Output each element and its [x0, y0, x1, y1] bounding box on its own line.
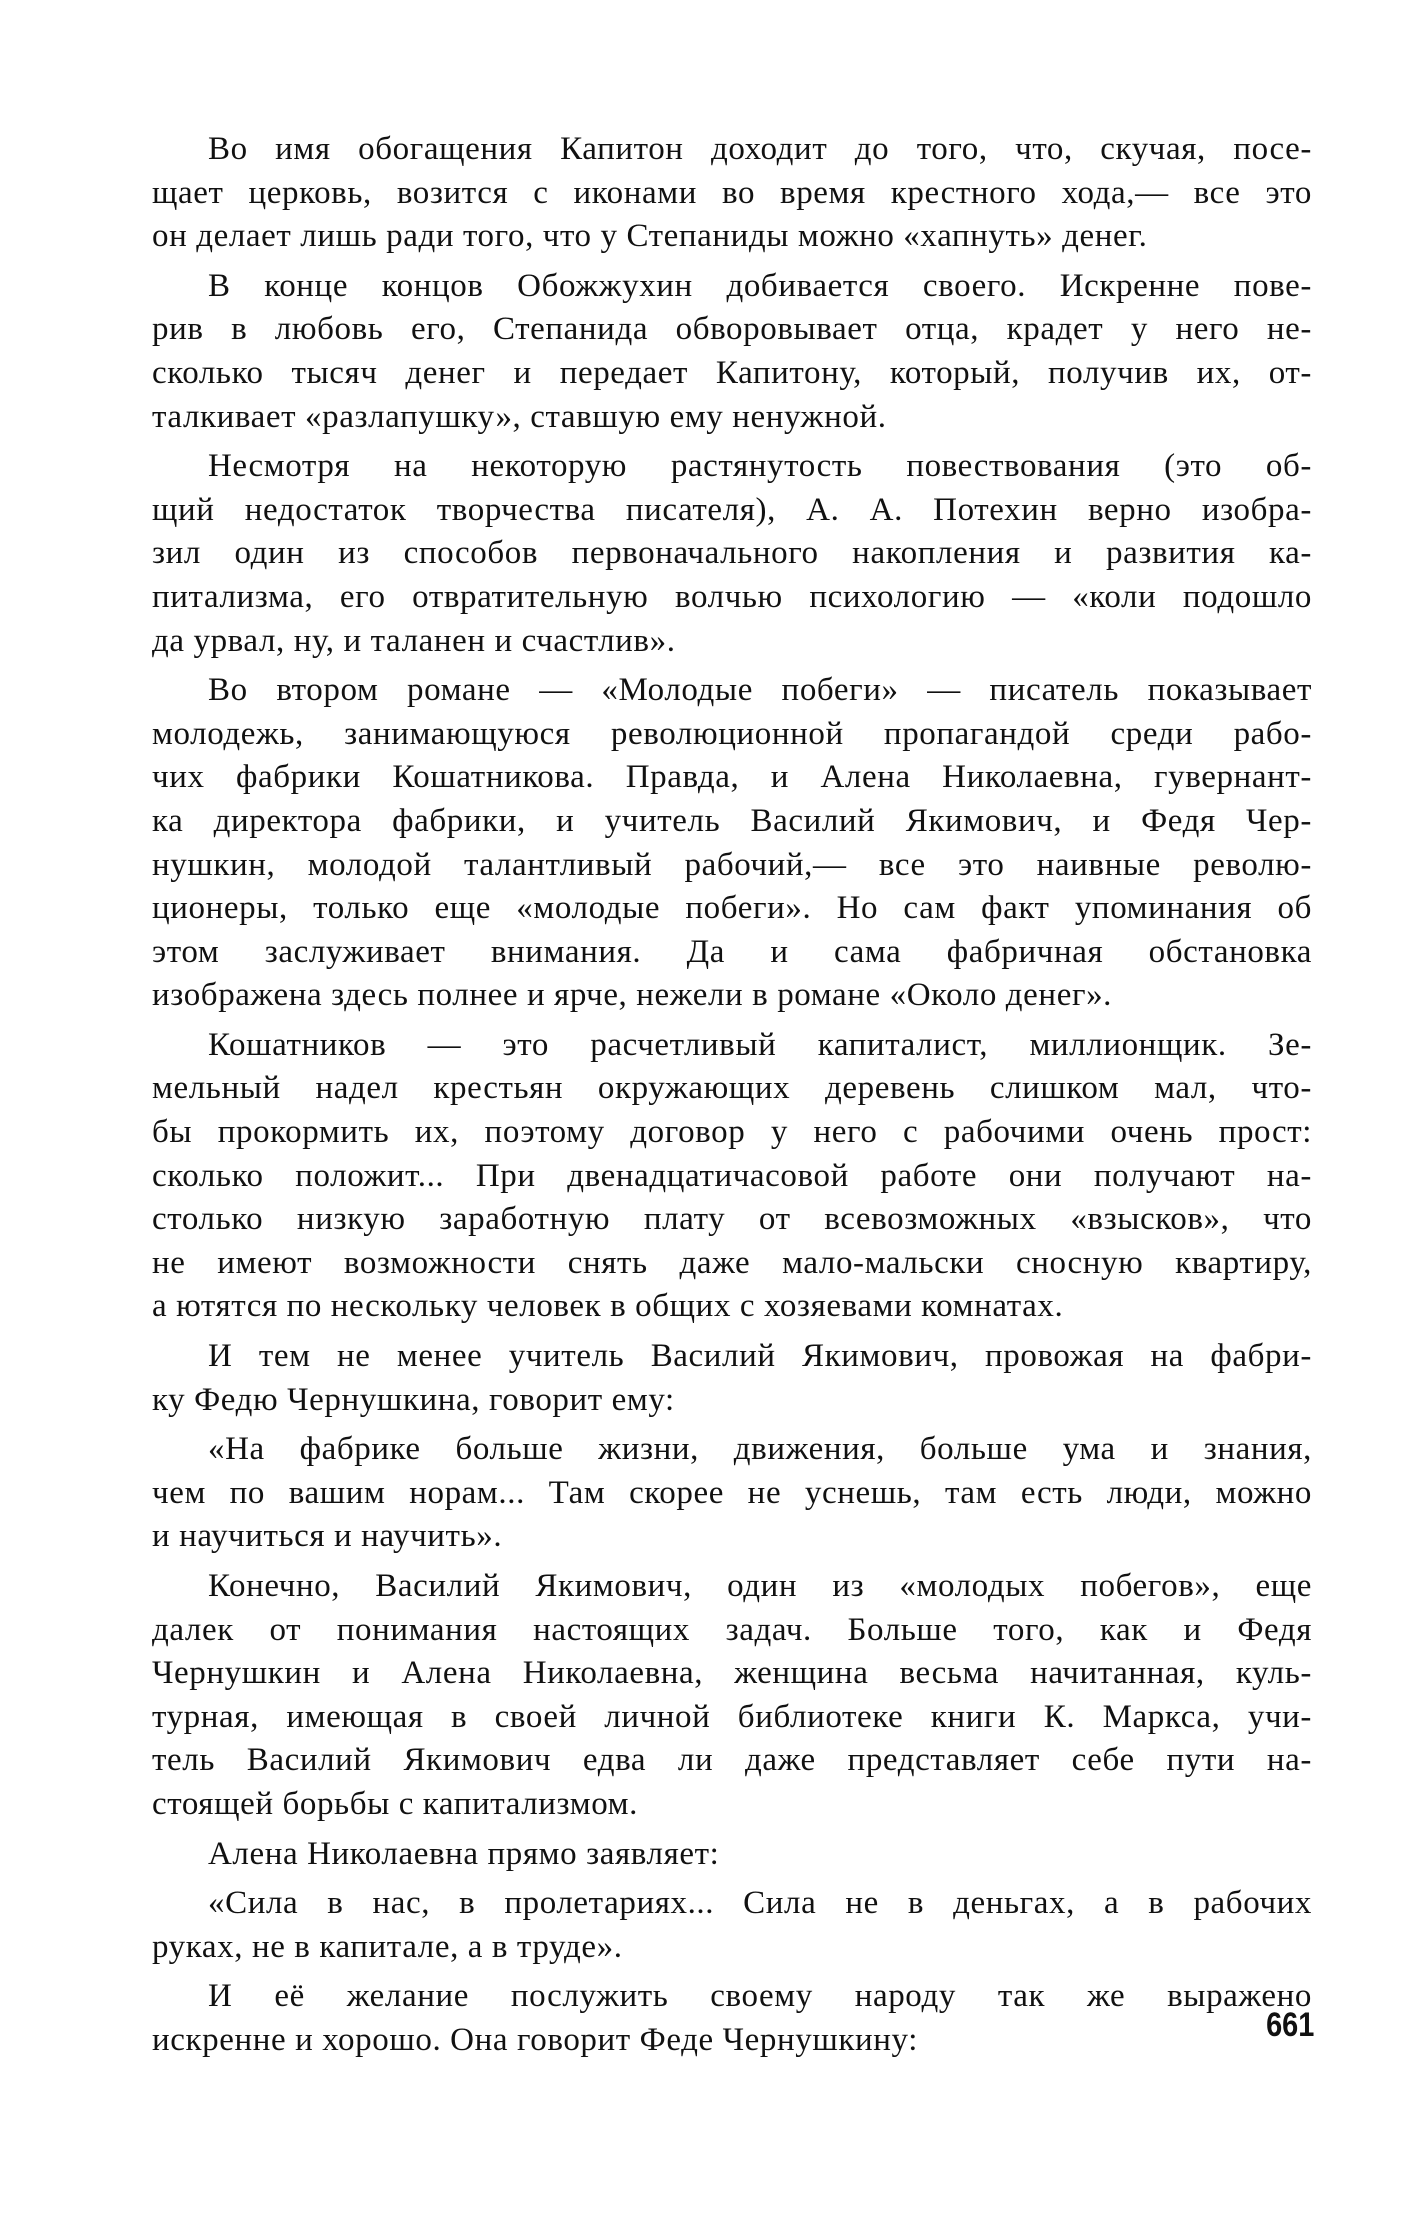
text-line: ку Федю Чернушкина, говорит ему:	[152, 1381, 675, 1418]
text-line: сколько положит... При двенадцатичасовой работе они получают на-	[152, 1157, 1312, 1194]
paragraph	[152, 265, 1312, 439]
paragraph	[152, 1565, 1312, 1827]
text-line: этом заслуживает внимания. Да и сама фабричная обстановка	[152, 933, 1312, 970]
text-line: Конечно, Василий Якимович, один из «молодых побегов», еще	[208, 1568, 1312, 1604]
text-line: И её желание послужить своему народу так же выражено	[208, 1978, 1312, 2015]
text-line: щий недостаток творчества писателя), А. А. Потехин верно изобра-	[152, 491, 1312, 528]
text-line: щает церковь, возится с иконами во время крестного хода,— все это	[152, 174, 1312, 211]
text-line: ка директора фабрики, и учитель Василий Якимович, и Федя Чер-	[152, 802, 1312, 839]
text-line: бы прокормить их, поэтому договор у него с рабочими очень прост:	[152, 1114, 1312, 1151]
paragraph	[152, 1335, 1312, 1422]
text-line: сколько тысяч денег и передает Капитону, который, получив их, от-	[152, 354, 1312, 391]
text-line: Чернушкин и Алена Николаевна, женщина весьма начитанная, куль-	[152, 1655, 1312, 1692]
text-line: «Сила в нас, в пролетариях... Сила не в деньгах, а в рабочих	[208, 1885, 1312, 1922]
text-line: И тем не менее учитель Василий Якимович, провожая на фабри-	[208, 1338, 1312, 1375]
paragraph	[152, 1882, 1312, 1969]
text-line: нушкин, молодой талантливый рабочий,— все это наивные револю-	[152, 846, 1312, 883]
text-line: ционеры, только еще «молодые побеги». Но сам факт упоминания об	[152, 890, 1312, 927]
text-line: тель Василий Якимович едва ли даже представляет себе пути на-	[152, 1742, 1312, 1779]
text-line: далек от понимания настоящих задач. Больше того, как и Федя	[152, 1611, 1312, 1648]
text-line: питализма, его отвратительную волчью психологию — «коли подошло	[152, 578, 1312, 615]
paragraph	[152, 445, 1312, 663]
text-line: мельный надел крестьян окружающих деревень слишком мал, что-	[152, 1070, 1312, 1107]
text-line: «На фабрике больше жизни, движения, больше ума и знания,	[208, 1431, 1312, 1468]
text-line: Алена Николаевна прямо заявляет:	[208, 1835, 720, 1872]
text-line: зил один из способов первоначального накопления и развития ка-	[152, 535, 1312, 572]
text-line: чем по вашим норам... Там скорее не уснешь, там есть люди, можно	[152, 1474, 1312, 1511]
text-line: В конце концов Обожжухин добивается своего. Искренне пове-	[208, 267, 1312, 304]
paragraph	[152, 1975, 1315, 2062]
text-line: да урвал, ну, и таланен и счастлив».	[152, 622, 676, 659]
text-line: стоящей борьбы с капитализмом.	[152, 1785, 639, 1822]
paragraph	[152, 128, 1312, 259]
page-number: 661	[1266, 2006, 1315, 2044]
text-line: турная, имеющая в своей личной библиотеке книги К. Маркса, учи-	[152, 1698, 1312, 1735]
text-line: Кошатников — это расчетливый капиталист, миллионщик. Зе-	[208, 1026, 1312, 1063]
text-line: не имеют возможности снять даже мало-мальски сносную квартиру,	[152, 1244, 1312, 1281]
text-line: он делает лишь ради того, что у Степаниды можно «хапнуть» денег.	[152, 218, 1148, 255]
text-line: руках, не в капитале, а в труде».	[152, 1928, 623, 1965]
text-line: столько низкую заработную плату от всевозможных «взысков», что	[152, 1201, 1312, 1238]
text-line: искренне и хорошо. Она говорит Феде Чернушкину:	[152, 2021, 918, 2058]
paragraph	[152, 1428, 1312, 1559]
text-line: талкивает «разлапушку», ставшую ему ненужной.	[152, 398, 887, 435]
text-line: изображена здесь полнее и ярче, нежели в романе «Около денег».	[152, 977, 1113, 1014]
text-line: Несмотря на некоторую растянутость повествования (это об-	[208, 448, 1312, 485]
body-text	[152, 128, 1315, 2063]
paragraph	[152, 1833, 1312, 1877]
text-line: Во имя обогащения Капитон доходит до того, что, скучая, посе-	[208, 131, 1312, 167]
text-line: и научиться и научить».	[152, 1518, 503, 1555]
text-line: а ютятся по нескольку человек в общих с хозяевами комнатах.	[152, 1288, 1064, 1325]
paragraph	[152, 669, 1312, 1018]
text-line: молодежь, занимающуюся революционной пропагандой среди рабо-	[152, 715, 1312, 752]
text-line: Во втором романе — «Молодые побеги» — писатель показывает	[208, 672, 1312, 709]
text-line: чих фабрики Кошатникова. Правда, и Алена Николаевна, гувернант-	[152, 759, 1312, 796]
paragraph	[152, 1024, 1312, 1329]
text-line: рив в любовь его, Степанида обворовывает отца, крадет у него не-	[152, 311, 1312, 348]
